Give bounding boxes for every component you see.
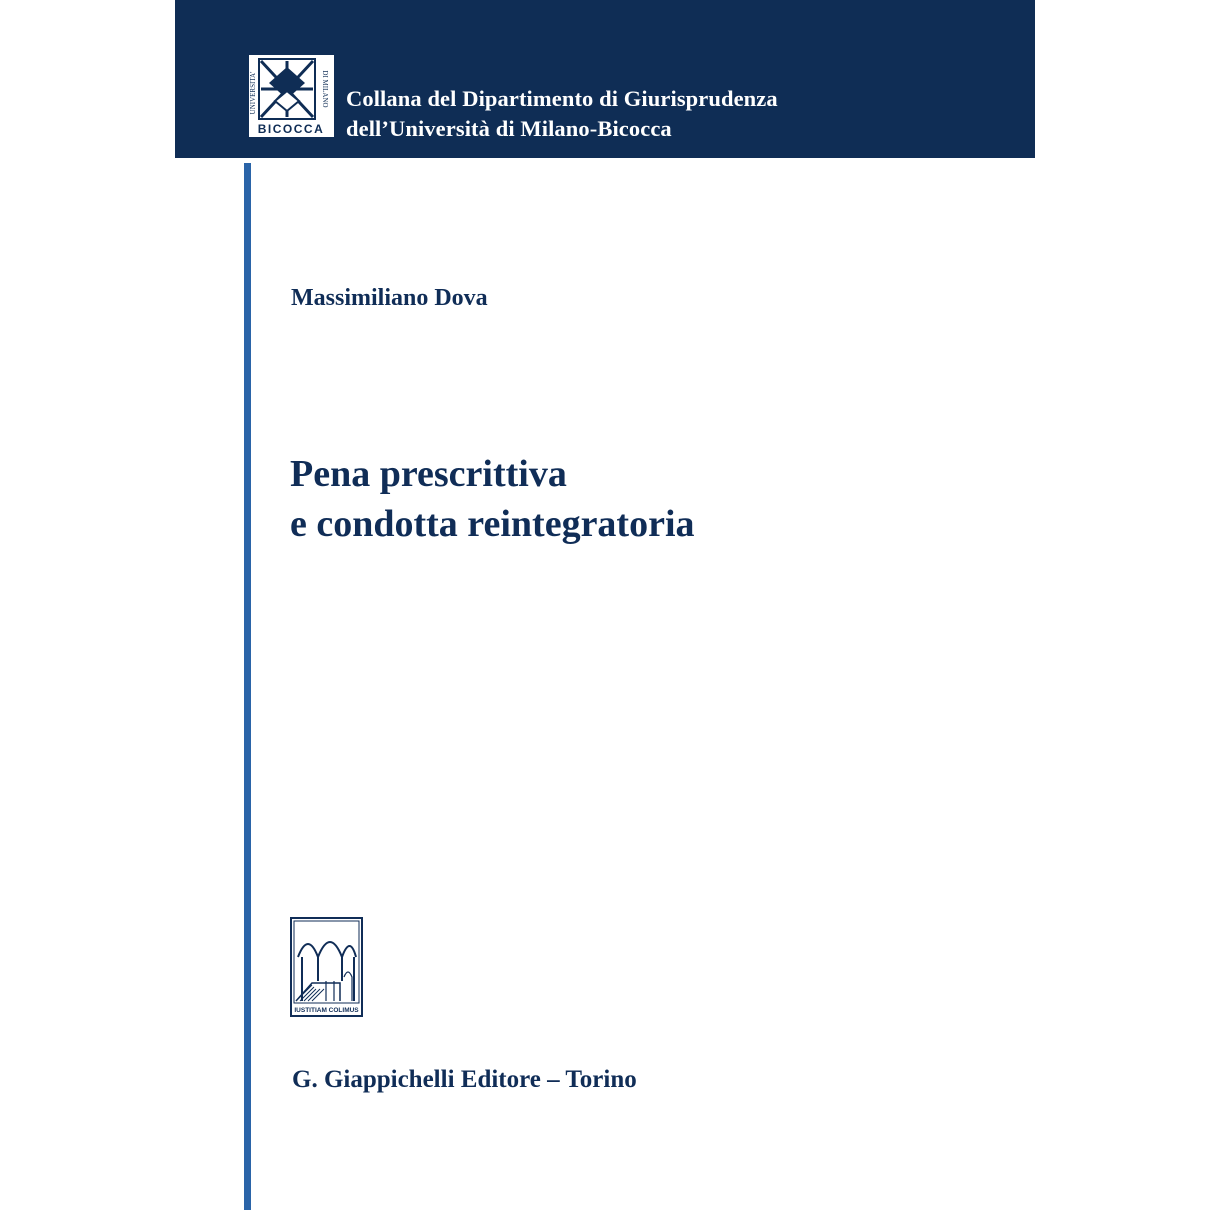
title-line-1: Pena prescrittiva xyxy=(290,453,567,495)
title-line-2: e condotta reintegratoria xyxy=(290,503,695,545)
university-bicocca-logo xyxy=(247,53,336,139)
series-name-line-1: Collana del Dipartimento di Giurisprudenza xyxy=(346,86,778,111)
book-title xyxy=(290,449,695,549)
svg-text:BICOCCA: BICOCCA xyxy=(257,122,325,136)
svg-text:UNIVERSITA': UNIVERSITA' xyxy=(249,71,257,115)
publisher-emblem-icon xyxy=(290,917,363,1017)
author-name: Massimiliano Dova xyxy=(291,285,488,311)
series-name-line-2: dell’Università di Milano-Bicocca xyxy=(346,116,672,141)
svg-text:DI MILANO: DI MILANO xyxy=(321,70,329,108)
side-rule xyxy=(244,163,251,1210)
series-header-band xyxy=(175,0,1035,158)
book-cover xyxy=(175,0,1035,1210)
publisher-imprint: G. Giappichelli Editore – Torino xyxy=(292,1066,637,1093)
svg-text:IUSTITIAM COLIMUS: IUSTITIAM COLIMUS xyxy=(294,1007,359,1014)
